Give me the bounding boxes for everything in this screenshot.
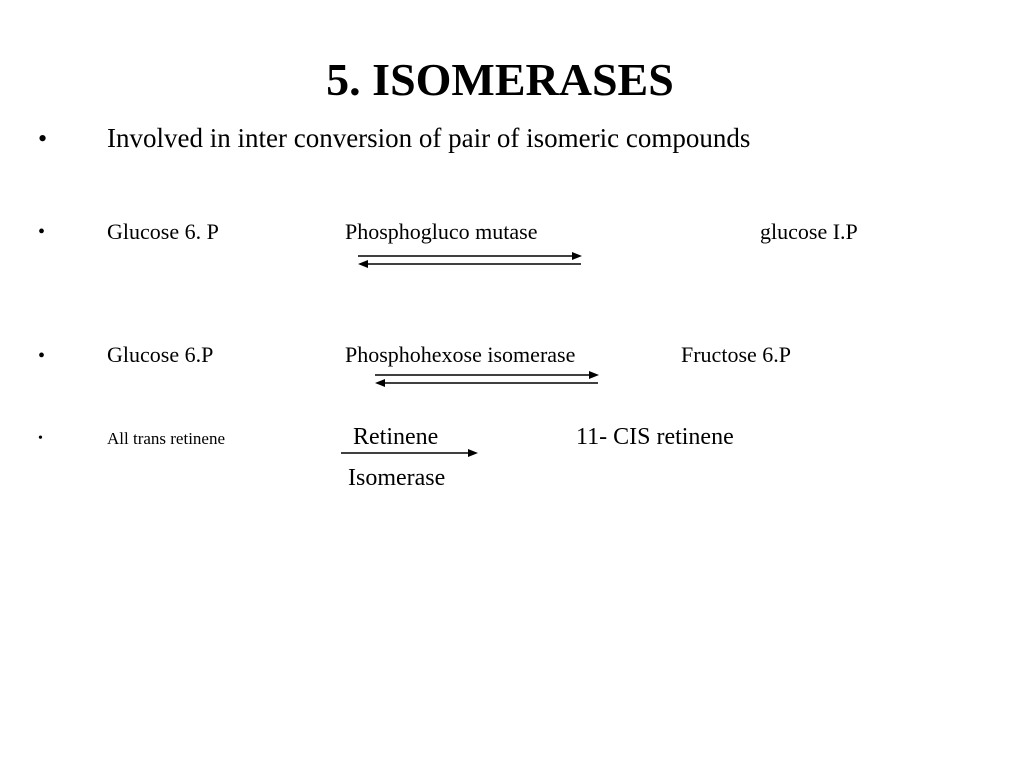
bullet-1-marker: • xyxy=(38,124,48,153)
reaction-2-product: Fructose 6.P xyxy=(681,342,791,367)
arrowhead-left-icon xyxy=(375,379,385,387)
bullet-1-text: Involved in inter conversion of pair of isomeric compounds xyxy=(107,123,751,153)
reaction-2-enzyme: Phosphohexose isomerase xyxy=(345,342,576,367)
reaction-1-product: glucose I.P xyxy=(760,219,858,244)
arrowhead-left-icon xyxy=(358,260,368,268)
reaction-1-reversible-arrow xyxy=(358,252,582,268)
slide-title: 5. ISOMERASES xyxy=(326,54,674,105)
arrowhead-right-icon xyxy=(589,371,599,379)
reaction-1-substrate: Glucose 6. P xyxy=(107,219,219,244)
reaction-1-enzyme: Phosphogluco mutase xyxy=(345,219,538,244)
bullet-2-marker: • xyxy=(38,221,46,243)
reaction-2-substrate: Glucose 6.P xyxy=(107,342,214,367)
reaction-3-enzyme-line2: Isomerase xyxy=(348,465,446,491)
bullet-3-marker: • xyxy=(38,345,46,367)
arrowhead-right-icon xyxy=(468,449,478,457)
reaction-3-enzyme-line1: Retinene xyxy=(353,424,439,450)
reaction-2-reversible-arrow xyxy=(375,371,599,387)
reaction-3-substrate: All trans retinene xyxy=(107,429,226,448)
bullet-4-marker: • xyxy=(38,431,43,446)
arrowhead-right-icon xyxy=(572,252,582,260)
reaction-3-product: 11- CIS retinene xyxy=(576,424,734,450)
